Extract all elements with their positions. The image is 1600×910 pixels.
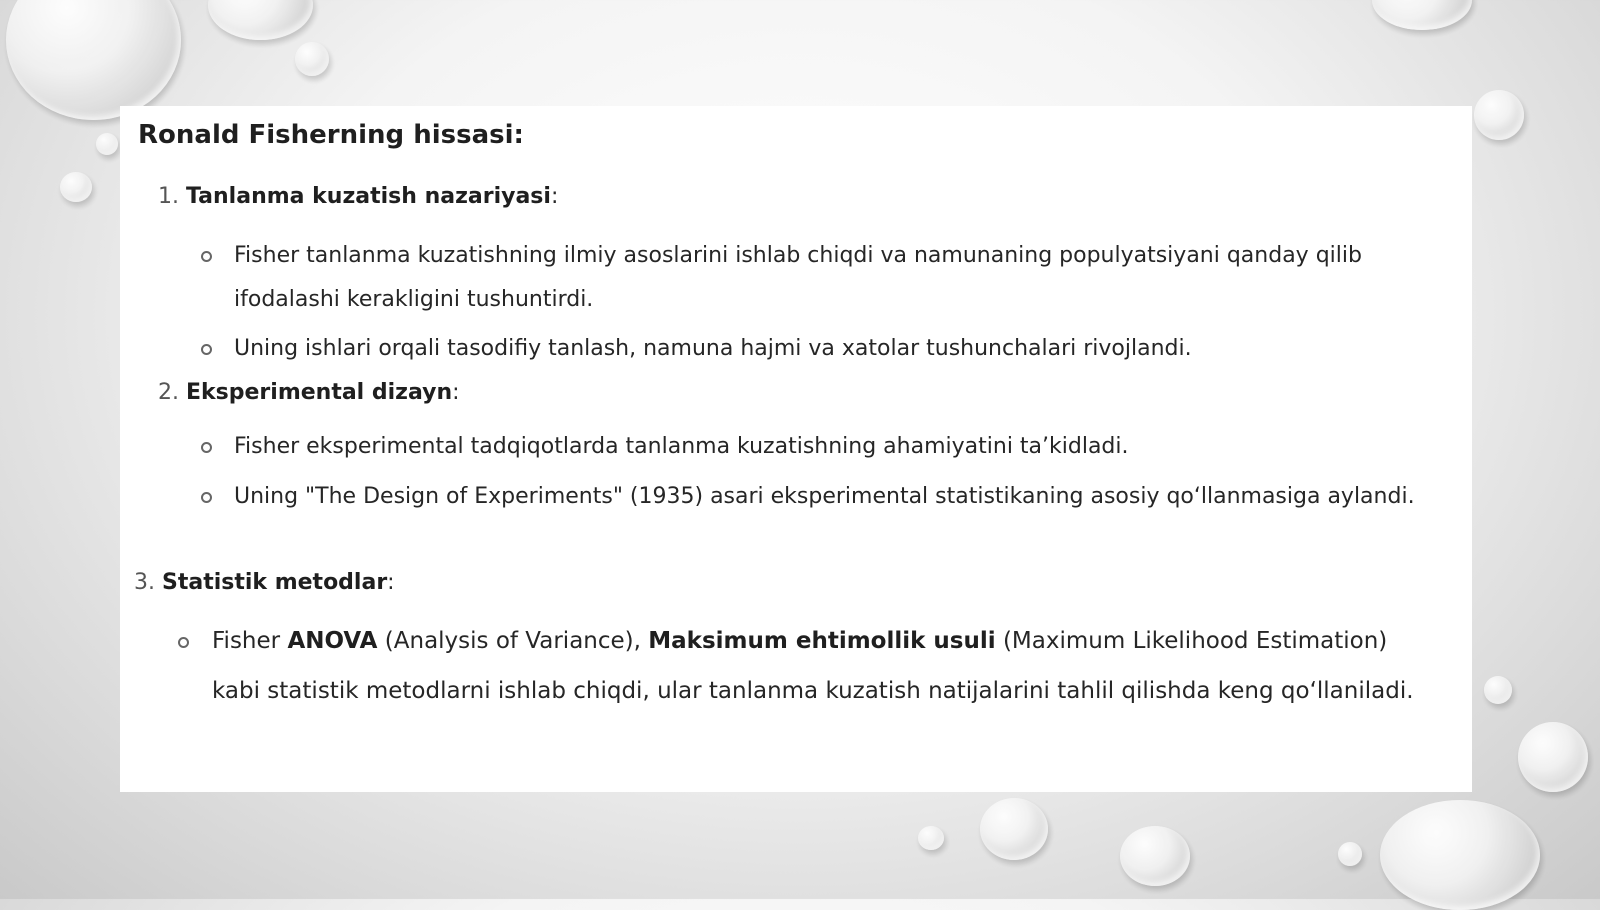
bullet-text-part: Fisher <box>212 628 288 654</box>
list-item <box>234 425 1434 469</box>
water-drop-decoration <box>918 826 944 850</box>
water-drop-decoration <box>208 0 313 40</box>
water-drop-decoration <box>6 0 181 120</box>
hollow-bullet-icon <box>201 442 212 453</box>
bullet-text: Fisher eksperimental tadqiqotlarda tanlanma kuzatishning ahamiyatini ta’kidladi. <box>234 434 1129 459</box>
section-heading-1 <box>158 184 558 209</box>
water-drop-decoration <box>295 42 329 76</box>
bold-term-mle: Maksimum ehtimollik usuli <box>648 628 996 654</box>
water-drop-decoration <box>96 133 118 155</box>
water-drop-decoration <box>1474 90 1524 140</box>
section-number: 3. <box>134 570 155 595</box>
section-title: Statistik metodlar <box>162 570 388 595</box>
water-drop-decoration <box>1518 722 1588 792</box>
water-drop-decoration <box>1338 842 1362 866</box>
bullet-text-part: (Analysis of Variance), <box>377 628 649 654</box>
bullet-text-part: (Maximum Likelihood Estimation) kabi statistik metodlarni ishlab chiqdi, ular tanlanma kuzatish natijalarini tahlil qilishda keng qo‘llaniladi. <box>212 628 1414 704</box>
section-colon: : <box>387 570 395 595</box>
bullet-text: Fisher tanlanma kuzatishning ilmiy asoslarini ishlab chiqdi va namunaning populyatsiyani qanday qilib ifodalashi kerakligini tushuntirdi. <box>234 243 1362 312</box>
list-item <box>234 475 1434 519</box>
water-drop-decoration <box>1484 676 1512 704</box>
bullet-text: Uning "The Design of Experiments" (1935) asari eksperimental statistikaning asosiy qo‘llanmasiga aylandi. <box>234 484 1415 509</box>
section-number: 2. <box>158 380 179 405</box>
water-drop-decoration <box>980 798 1048 860</box>
list-item <box>234 327 1434 371</box>
bold-term-anova: ANOVA <box>287 628 378 654</box>
water-drop-decoration <box>1380 800 1540 910</box>
bullet-text: Uning ishlari orqali tasodifiy tanlash, namuna hajmi va xatolar tushunchalari rivojlandi. <box>234 336 1192 361</box>
list-item <box>234 234 1434 322</box>
section-colon: : <box>452 380 460 405</box>
section-colon: : <box>550 184 559 209</box>
water-drop-decoration <box>1372 0 1472 30</box>
list-item <box>212 616 1432 716</box>
section-number: 1. <box>158 184 179 209</box>
water-drop-decoration <box>60 172 92 202</box>
water-drop-decoration <box>1120 826 1190 886</box>
section-title: Eksperimental dizayn <box>186 380 453 405</box>
section-heading-2 <box>158 380 460 405</box>
hollow-bullet-icon <box>201 344 212 355</box>
section-heading-3 <box>134 570 395 595</box>
hollow-bullet-icon <box>201 251 212 262</box>
hollow-bullet-icon <box>201 492 212 503</box>
content-card <box>120 106 1472 792</box>
slide-title: Ronald Fisherning hissasi: <box>138 120 524 150</box>
section-title: Tanlanma kuzatish nazariyasi <box>186 184 551 209</box>
hollow-bullet-icon <box>178 637 189 648</box>
